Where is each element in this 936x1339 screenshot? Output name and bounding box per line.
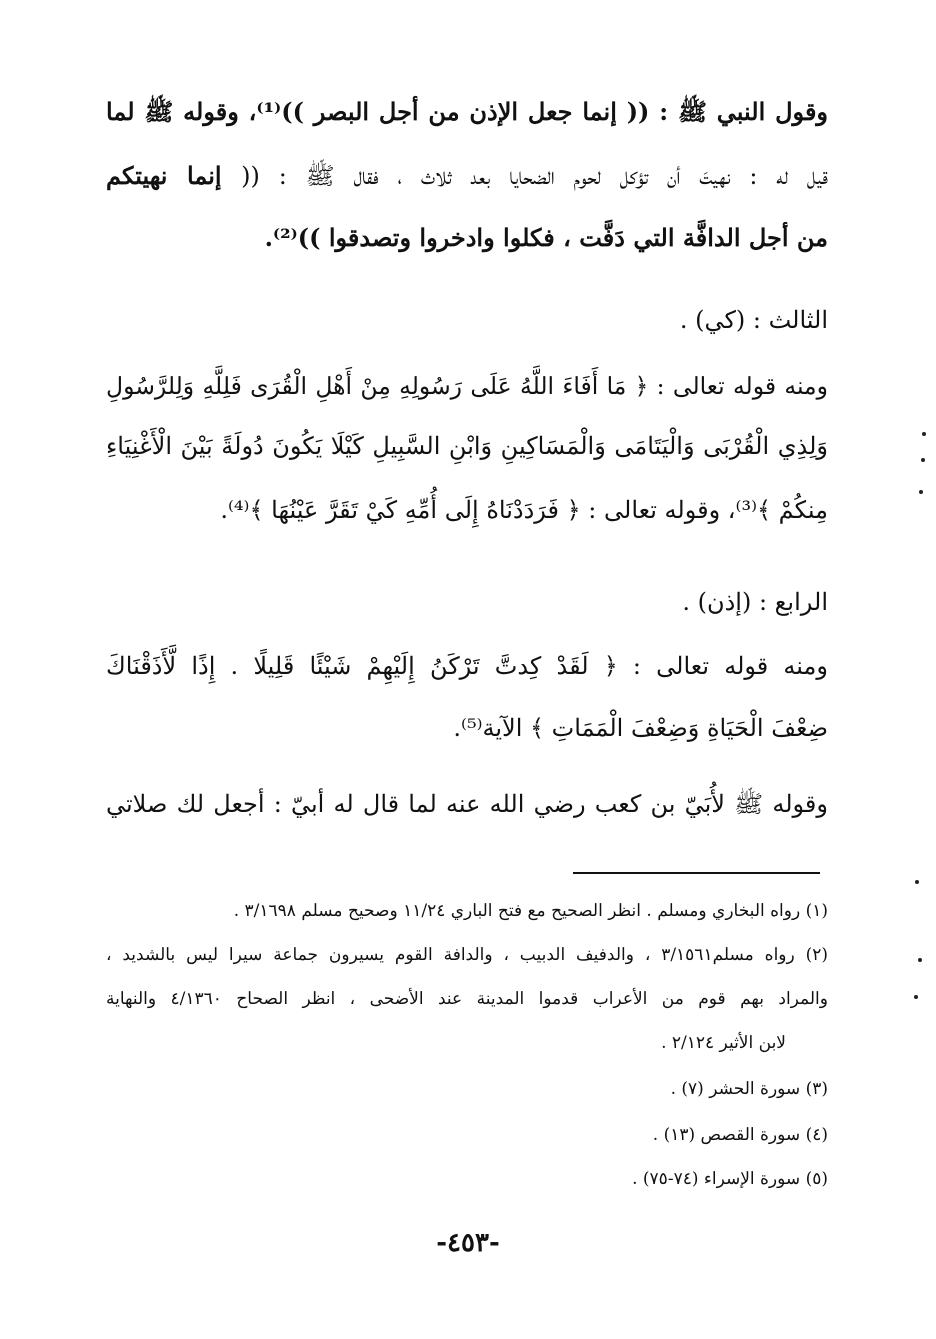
section-heading-fourth: الرابع : (إذن) .: [682, 588, 828, 616]
footnote-4: (٤) سورة القصص (١٣) .: [652, 1125, 828, 1145]
footnote-separator: [573, 872, 820, 874]
footnote-3: (٣) سورة الحشر (٧) .: [670, 1079, 828, 1099]
body-line-5: ومنه قوله تعالى : ﴿ مَا أَفَاءَ اللَّهُ عَلَى رَسُولِهِ مِنْ أَهْلِ الْقُرَى فَلِلَّهِ وَلِلرَّسُولِ: [106, 372, 828, 400]
footnote-1: (١) رواه البخاري ومسلم . انظر الصحيح مع فتح الباري ١١/٢٤ وصحيح مسلم ٣/١٦٩٨ .: [233, 901, 828, 921]
scan-speck: [922, 432, 926, 436]
scan-speck: [921, 458, 925, 462]
scan-speck: [914, 995, 918, 999]
footnote-2-line-1: (٢) رواه مسلم٣/١٥٦١ ، والدفيف الدبيب ، والدافة القوم يسيرون جماعة سيرا ليس بالشديد ،: [106, 945, 828, 965]
page-number: -٤٥٣-: [436, 1228, 500, 1258]
body-line-2-text: قيل له : نهيتَ أن تؤكل لحوم الضحايا بعد ثلاث ، فقال ﷺ : ((: [241, 162, 829, 190]
body-line-9: ومنه قوله تعالى : ﴿ لَقَدْ كِدتَّ تَرْكَنُ إِلَيْهِمْ شَيْئًا قَلِيلًا . إِذًا لَّأَذَقْنَاكَ: [106, 652, 828, 680]
footnote-2-line-3: لابن الأثير ٢/١٢٤ .: [661, 1033, 786, 1053]
body-line-10: ضِعْفَ الْحَيَاةِ وَضِعْفَ الْمَمَاتِ ﴾ الآية⁽⁵⁾.: [453, 714, 828, 742]
body-line-2-hadith: إنما نهيتكم: [106, 161, 242, 190]
body-line-1: وقول النبي ﷺ : (( إنما جعل الإذن من أجل البصر ))⁽¹⁾، وقوله ﷺ لما: [106, 97, 829, 126]
body-line-6: وَلِذِي الْقُرْبَى وَالْيَتَامَى وَالْمَسَاكِينِ وَابْنِ السَّبِيلِ كَيْلَا يَكُونَ دُولَةً بَيْنَ الْأَغْنِيَاءِ: [106, 432, 828, 460]
scan-speck: [918, 958, 922, 962]
footnote-5: (٥) سورة الإسراء (٧٤-٧٥) .: [632, 1169, 828, 1189]
scan-speck: [919, 490, 923, 494]
body-line-11: وقوله ﷺ لأُبَيّ بن كعب رضي الله عنه لما قال له أبيّ : أجعل لك صلاتي: [106, 790, 828, 818]
body-line-3: من أجل الدافَّة التي دَفَّت ، فكلوا وادخروا وتصدقوا ))⁽²⁾.: [264, 223, 828, 252]
scan-speck: [915, 880, 919, 884]
section-heading-third: الثالث : (كي) .: [679, 306, 828, 334]
footnote-2-line-2: والمراد بهم قوم من الأعراب قدموا المدينة عند الأضحى ، انظر الصحاح ٤/١٣٦٠ والنهاية: [106, 989, 828, 1009]
body-line-7: مِنكُمْ ﴾⁽³⁾، وقوله تعالى : ﴿ فَرَدَدْنَاهُ إِلَى أُمِّهِ كَيْ تَقَرَّ عَيْنُهَا ﴾⁽⁴⁾.: [220, 496, 828, 524]
body-line-2: [106, 156, 828, 196]
